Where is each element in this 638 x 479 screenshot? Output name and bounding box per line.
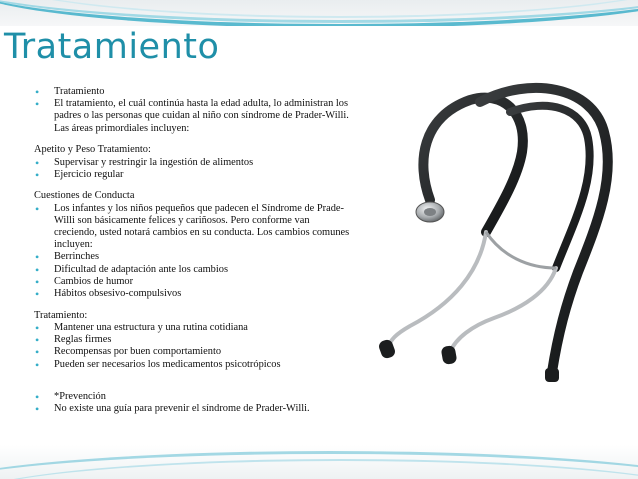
list-item: • Reglas firmes: [34, 334, 350, 346]
top-decoration: [0, 0, 638, 26]
bottom-decoration: [0, 445, 638, 479]
list-item: • No existe una guía para prevenir el síndrome de Prader-Willi.: [34, 403, 350, 415]
slide-title: Tratamiento: [4, 27, 220, 67]
section-heading-apetito: Apetito y Peso Tratamiento:: [34, 144, 151, 156]
list-item: • El tratamiento, el cuál continúa hasta la edad adulta, lo administran los padres o las personas que cuidan al niño con síndrome de Prader-Willi. Las áreas primordiales incluyen:: [34, 98, 350, 135]
list-item: • *Prevención: [34, 391, 350, 403]
list-item: • Cambios de humor: [34, 276, 350, 288]
list-item: • Hábitos obsesivo-compulsivos: [34, 288, 350, 300]
section-heading-conducta: Cuestiones de Conducta: [34, 190, 135, 202]
list-item: • Berrinches: [34, 251, 350, 263]
list-item: • Tratamiento: [34, 86, 350, 98]
slide-body: [34, 86, 350, 415]
list-item: • Pueden ser necesarios los medicamentos psicotrópicos: [34, 359, 350, 371]
list-item: • Mantener una estructura y una rutina cotidiana: [34, 322, 350, 334]
list-item: • Dificultad de adaptación ante los cambios: [34, 264, 350, 276]
stethoscope-icon: [352, 72, 622, 412]
list-item: • Ejercicio regular: [34, 169, 350, 181]
section-heading-tratamiento: Tratamiento:: [34, 309, 88, 321]
list-item: • Recompensas por buen comportamiento: [34, 346, 350, 358]
list-item: • Supervisar y restringir la ingestión de alimentos: [34, 157, 350, 169]
list-item: • Los infantes y los niños pequeños que padecen el Síndrome de Prade-Willi son básicamente felices y cariñosos. Pero conforme van creciendo, usted notará cambios en su conducta. Los cambios comunes incluyen:: [34, 203, 350, 252]
